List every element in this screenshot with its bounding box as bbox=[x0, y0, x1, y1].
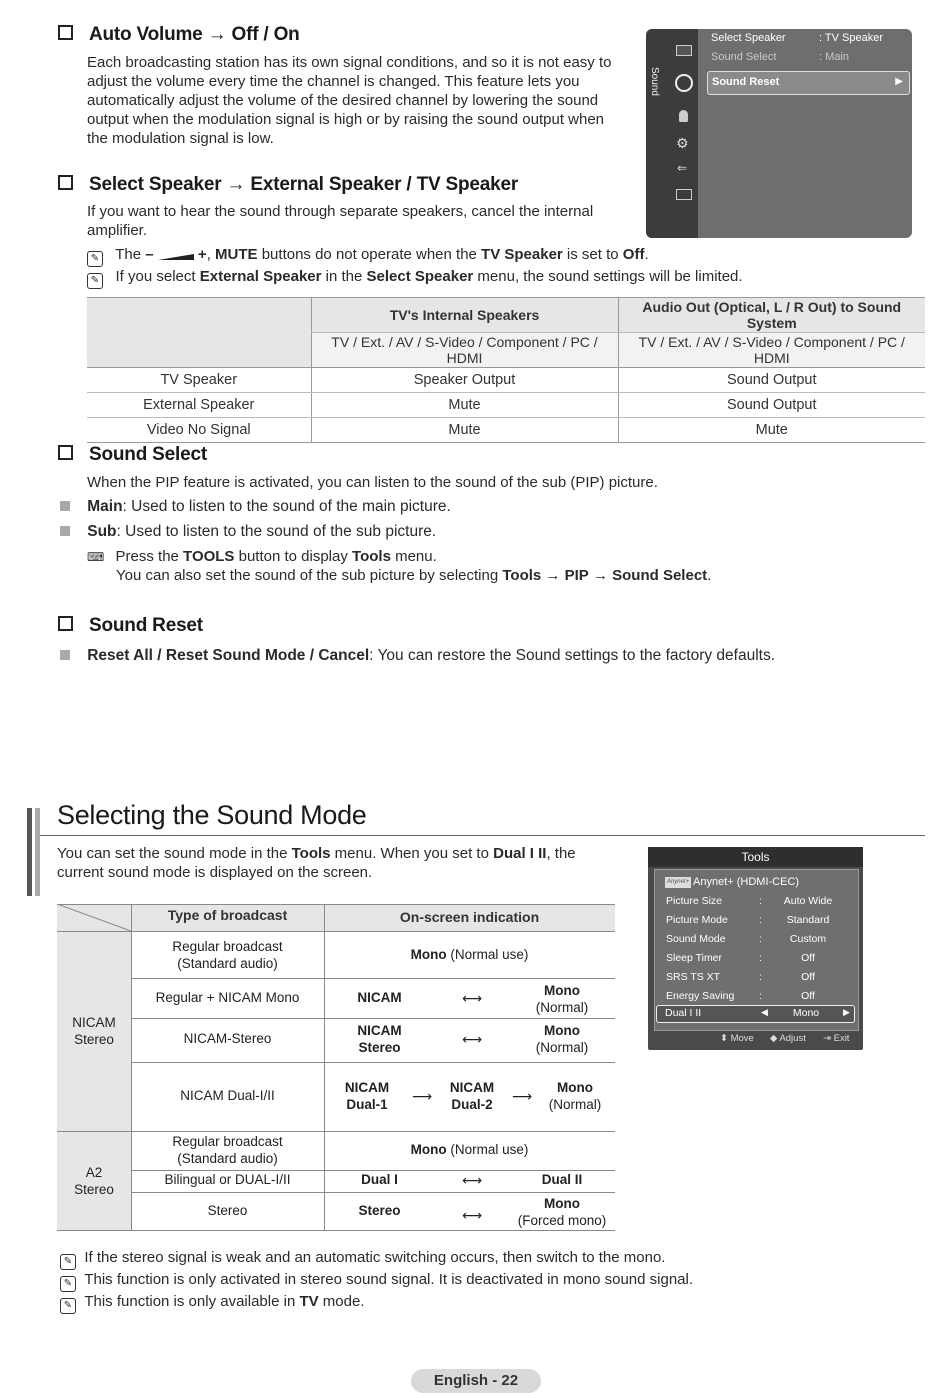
sound-mode-intro: You can set the sound mode in the Tools menu. When you set to Dual I II, the current sound mode is displayed on the screen. bbox=[57, 845, 576, 881]
tools-row-label[interactable]: Picture Mode bbox=[666, 914, 728, 926]
type-cell: Regular broadcast (Standard audio) bbox=[172, 939, 283, 971]
type-cell: Regular broadcast (Standard audio) bbox=[172, 1134, 283, 1166]
arrow-both-icon: ⟷ bbox=[461, 990, 483, 1006]
note-icon: ✎ bbox=[60, 1254, 76, 1270]
indication-cell: NICAM Dual-1 bbox=[344, 1080, 390, 1112]
indication-cell: Mono (Normal use) bbox=[410, 1142, 529, 1157]
note-line: ✎ If the stereo signal is weak and an automatic switching occurs, then switch to the mono. bbox=[60, 1248, 665, 1268]
header-indication: On-screen indication bbox=[399, 909, 540, 925]
channel-icon bbox=[679, 110, 688, 122]
indication-cell: Mono (Normal) bbox=[535, 983, 589, 1015]
tools-row-value: Off bbox=[801, 990, 815, 1002]
tools-row-value: Mono bbox=[792, 1007, 820, 1019]
input-icon: ⇐ bbox=[677, 161, 688, 175]
bullet-sub: Sub: Used to listen to the sound of the sub picture. bbox=[60, 522, 436, 541]
table-cell: Mute bbox=[311, 393, 618, 418]
group-a2: A2 Stereo bbox=[74, 1165, 114, 1197]
sound-menu-osd bbox=[646, 29, 912, 238]
type-cell: Stereo bbox=[207, 1203, 248, 1218]
table-row bbox=[87, 418, 925, 443]
osd-row-label: Select Speaker bbox=[711, 32, 786, 44]
indication-cell: Mono (Normal use) bbox=[410, 947, 529, 962]
type-cell: Bilingual or DUAL-I/II bbox=[164, 1172, 291, 1187]
table-header: Audio Out (Optical, L / R Out) to Sound System bbox=[618, 298, 925, 333]
auto-volume-heading: Auto Volume → Off / On bbox=[58, 24, 300, 46]
tools-row-label[interactable]: SRS TS XT bbox=[666, 971, 721, 983]
picture-icon bbox=[676, 45, 692, 56]
indication-cell: Mono (Forced mono) bbox=[517, 1196, 607, 1228]
osd-row-label: Sound Select bbox=[711, 51, 777, 63]
arrow-right-icon[interactable]: ▶ bbox=[843, 1007, 850, 1017]
speaker-table bbox=[87, 297, 925, 443]
table-corner bbox=[87, 298, 311, 368]
indication-cell: NICAM Stereo bbox=[357, 1023, 402, 1055]
volume-wedge-icon bbox=[158, 251, 194, 260]
exit-hint: ⇥ Exit bbox=[823, 1033, 850, 1044]
table-cell: TV Speaker bbox=[87, 368, 311, 393]
tools-note-2: You can also set the sound of the sub picture by selecting Tools → PIP → Sound Select. bbox=[116, 567, 712, 584]
arrow-right-icon: ▶ bbox=[895, 76, 903, 87]
note-icon: ✎ bbox=[60, 1298, 76, 1314]
note-line: ✎ If you select External Speaker in the Select Speaker menu, the sound settings will be limited. bbox=[87, 267, 743, 287]
note-icon: ✎ bbox=[87, 273, 103, 289]
table-subheader: TV / Ext. / AV / S-Video / Component / PC / HDMI bbox=[311, 333, 618, 368]
table-cell: Sound Output bbox=[618, 368, 925, 393]
note-line: ✎ The – +, MUTE buttons do not operate when the TV Speaker is set to Off. bbox=[87, 245, 649, 265]
section-title: Selecting the Sound Mode bbox=[57, 800, 367, 830]
bullet-main: Main: Used to listen to the sound of the main picture. bbox=[60, 497, 451, 516]
bullet-square-icon bbox=[60, 526, 70, 536]
tools-menu-osd bbox=[648, 847, 863, 1050]
section-bar-dark bbox=[27, 808, 32, 896]
table-row bbox=[87, 393, 925, 418]
checkbox-square-icon bbox=[58, 25, 73, 40]
type-cell: NICAM-Stereo bbox=[183, 1031, 272, 1046]
tools-colon: : bbox=[759, 971, 762, 983]
type-cell: NICAM Dual-I/II bbox=[180, 1088, 275, 1103]
auto-volume-body: Each broadcasting station has its own signal conditions, and so it is not easy to adjust the volume every time the channel is changed. This feature lets you automatically adjust the volume of the desired channel by lowering the sound output when the modulation signal is high or by raising the sound output when the modulation signal is low. bbox=[87, 54, 612, 147]
table-row bbox=[87, 368, 925, 393]
arrow-right-icon: ⟶ bbox=[511, 1088, 533, 1104]
tools-dual-row[interactable] bbox=[656, 1005, 855, 1023]
indication-cell: Stereo bbox=[358, 1203, 401, 1218]
bullet-square-icon bbox=[60, 501, 70, 511]
sound-select-body: When the PIP feature is activated, you can listen to the sound of the sub (PIP) picture. bbox=[87, 474, 658, 491]
tools-row-label[interactable]: Sound Mode bbox=[666, 933, 726, 945]
tools-anynet[interactable]: Anynet+ (HDMI-CEC) bbox=[693, 876, 800, 888]
sound-reset-heading: Sound Reset bbox=[58, 615, 203, 637]
page-number: English - 22 bbox=[411, 1369, 541, 1393]
anynet-logo-icon: Anynet+ bbox=[665, 877, 691, 888]
tools-row-label[interactable]: Sleep Timer bbox=[666, 952, 723, 964]
tools-row-value: Auto Wide bbox=[783, 895, 833, 907]
tools-title: Tools bbox=[741, 850, 770, 864]
bullet-square-icon bbox=[60, 650, 70, 660]
osd-row-selected[interactable] bbox=[707, 71, 910, 95]
arrow-both-icon: ⟷ bbox=[461, 1207, 483, 1223]
section-rule bbox=[40, 835, 925, 836]
tools-row-value: Standard bbox=[786, 914, 830, 926]
table-cell: External Speaker bbox=[87, 393, 311, 418]
left-right-icon: ◆ bbox=[770, 1033, 778, 1044]
tools-colon: : bbox=[759, 952, 762, 964]
bullet-reset: Reset All / Reset Sound Mode / Cancel: You can restore the Sound settings to the factory defaults. bbox=[60, 646, 775, 665]
select-speaker-heading: Select Speaker → External Speaker / TV Speaker bbox=[58, 174, 518, 196]
sound-mode-table bbox=[57, 904, 615, 1231]
adjust-hint: ◆ Adjust bbox=[770, 1033, 806, 1044]
arrow-both-icon: ⟷ bbox=[461, 1031, 483, 1047]
arrow-left-icon[interactable]: ◀ bbox=[761, 1007, 768, 1017]
tools-colon: : bbox=[759, 895, 762, 907]
table-cell: Mute bbox=[618, 418, 925, 443]
type-cell: Regular + NICAM Mono bbox=[155, 990, 300, 1005]
note-icon: ✎ bbox=[87, 251, 103, 267]
tools-row-value: Off bbox=[801, 952, 815, 964]
tools-row-label[interactable]: Energy Saving bbox=[666, 990, 735, 1002]
up-down-icon: ⬍ bbox=[720, 1033, 728, 1044]
tools-colon: : bbox=[759, 933, 762, 945]
table-header: TV's Internal Speakers bbox=[311, 298, 618, 333]
checkbox-square-icon bbox=[58, 445, 73, 460]
indication-cell: NICAM Dual-2 bbox=[449, 1080, 495, 1112]
indication-cell: Mono (Normal) bbox=[548, 1080, 602, 1112]
tools-colon: : bbox=[759, 914, 762, 926]
arrow-right-icon: ⟶ bbox=[411, 1088, 433, 1104]
tools-row-value: Custom bbox=[789, 933, 827, 945]
note-line: ✎ This function is only activated in stereo sound signal. It is deactivated in mono sound signal. bbox=[60, 1270, 693, 1290]
osd-row-value: : Main bbox=[819, 51, 849, 63]
header-type: Type of broadcast bbox=[167, 907, 288, 923]
checkbox-square-icon bbox=[58, 616, 73, 631]
select-speaker-body: If you want to hear the sound through separate speakers, cancel the internal amplifier. bbox=[87, 203, 594, 239]
osd-row-label: Sound Reset bbox=[712, 76, 780, 88]
sound-select-heading: Sound Select bbox=[58, 444, 207, 466]
osd-sidebar bbox=[646, 29, 698, 238]
tools-icon: ⌨ bbox=[87, 550, 105, 564]
table-cell: Speaker Output bbox=[311, 368, 618, 393]
move-hint: ⬍ Move bbox=[720, 1033, 754, 1044]
indication-cell: Mono (Normal) bbox=[535, 1023, 589, 1055]
table-cell: Sound Output bbox=[618, 393, 925, 418]
table-cell: Video No Signal bbox=[87, 418, 311, 443]
table-corner-diagonal bbox=[57, 904, 131, 931]
exit-icon: ⇥ bbox=[823, 1033, 831, 1044]
application-icon bbox=[676, 189, 692, 200]
tools-colon: : bbox=[759, 990, 762, 1002]
tools-row-value: Off bbox=[801, 971, 815, 983]
tools-row-label: Dual I II bbox=[665, 1007, 702, 1019]
tools-row-label[interactable]: Picture Size bbox=[666, 895, 723, 907]
setup-gear-icon: ⚙ bbox=[676, 135, 689, 151]
checkbox-square-icon bbox=[58, 175, 73, 190]
group-nicam: NICAM Stereo bbox=[72, 1015, 116, 1047]
table-cell: Mute bbox=[311, 418, 618, 443]
arrow-both-icon: ⟷ bbox=[461, 1172, 483, 1188]
tools-note: ⌨ Press the TOOLS button to display Tools menu. bbox=[87, 548, 437, 565]
section-bar-light bbox=[35, 808, 40, 896]
note-icon: ✎ bbox=[60, 1276, 76, 1292]
osd-side-label: Sound bbox=[649, 67, 660, 96]
sound-icon bbox=[675, 74, 693, 92]
osd-row-value: : TV Speaker bbox=[819, 32, 883, 44]
table-subheader: TV / Ext. / AV / S-Video / Component / PC / HDMI bbox=[618, 333, 925, 368]
indication-cell: Dual II bbox=[541, 1172, 583, 1187]
indication-cell: NICAM bbox=[357, 990, 402, 1005]
note-line: ✎ This function is only available in TV mode. bbox=[60, 1292, 365, 1312]
indication-cell: Dual I bbox=[361, 1172, 398, 1187]
